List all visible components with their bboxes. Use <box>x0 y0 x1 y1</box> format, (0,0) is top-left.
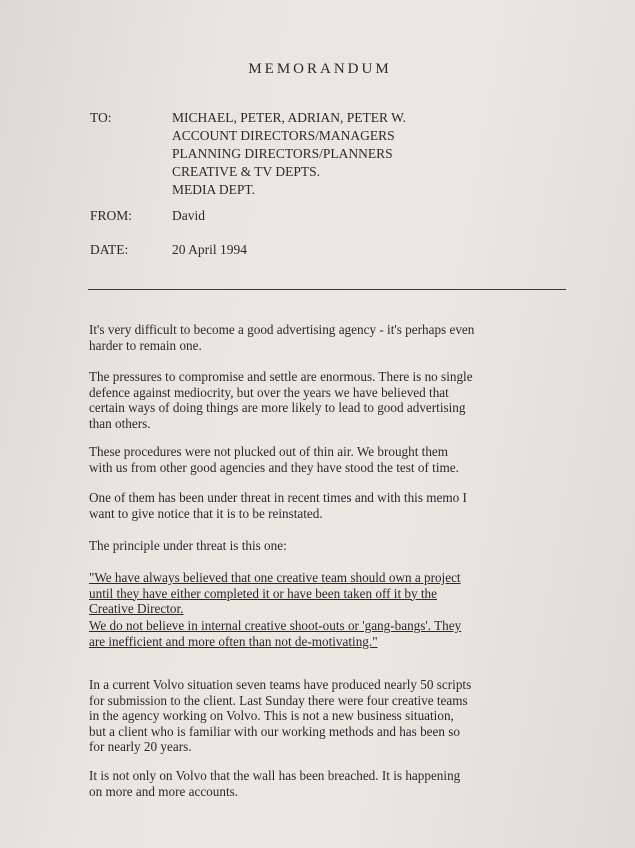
from-value: David <box>172 208 205 223</box>
text-line: with us from other good agencies and they have stood the test of time. <box>89 459 459 475</box>
body-paragraph <box>89 677 471 755</box>
to-line: ACCOUNT DIRECTORS/MANAGERS <box>172 128 395 143</box>
to-label: TO: <box>90 110 112 125</box>
body-paragraph <box>89 538 287 554</box>
text-line: want to give notice that it is to be reinstated. <box>89 505 323 521</box>
date-value: 20 April 1994 <box>172 242 248 257</box>
text-line: One of them has been under threat in recent times and with this memo I <box>89 490 467 505</box>
text-line: defence against mediocrity, but over the years we have believed that <box>89 384 449 400</box>
text-line: We do not believe in internal creative shoot-outs or 'gang-bangs'. They <box>89 618 462 633</box>
to-line: MEDIA DEPT. <box>172 182 255 197</box>
memo-title: MEMORANDUM <box>248 61 392 77</box>
text-line: Creative Director. <box>89 601 184 617</box>
divider <box>88 289 566 290</box>
text-line: harder to remain one. <box>89 337 202 353</box>
text-line: In a current Volvo situation seven teams have produced nearly 50 scripts <box>89 677 472 692</box>
quoted-principle-paragraph <box>89 618 461 649</box>
body-paragraph <box>89 768 460 799</box>
date-label: DATE: <box>90 242 129 257</box>
text-line: These procedures were not plucked out of thin air. We brought them <box>89 444 449 459</box>
text-line: It is not only on Volvo that the wall has been breached. It is happening <box>89 768 461 783</box>
body-paragraph <box>89 369 473 431</box>
text-line: for submission to the client. Last Sunday there were four creative teams <box>89 692 468 708</box>
to-recipients <box>172 109 406 199</box>
text-line: It's very difficult to become a good advertising agency - it's perhaps even <box>89 322 475 337</box>
text-line: for nearly 20 years. <box>89 739 192 755</box>
to-line: MICHAEL, PETER, ADRIAN, PETER W. <box>172 110 407 125</box>
text-line: certain ways of doing things are more likely to lead to good advertising <box>89 400 466 416</box>
quoted-principle-paragraph <box>89 570 461 617</box>
text-line: "We have always believed that one creative team should own a project <box>89 570 461 585</box>
to-line: PLANNING DIRECTORS/PLANNERS <box>172 146 393 161</box>
body-paragraph <box>89 490 467 521</box>
from-label: FROM: <box>90 208 133 223</box>
text-line: than others. <box>89 415 151 431</box>
text-line: The pressures to compromise and settle are enormous. There is no single <box>89 369 473 384</box>
text-line: The principle under threat is this one: <box>89 538 287 553</box>
text-line: until they have either completed it or have been taken off it by the <box>89 585 438 601</box>
text-line: but a client who is familiar with our working methods and has been so <box>89 723 461 739</box>
body-paragraph <box>89 444 459 475</box>
to-line: CREATIVE & TV DEPTS. <box>172 164 321 179</box>
body-paragraph <box>89 322 474 353</box>
text-line: in the agency working on Volvo. This is not a new business situation, <box>89 708 454 724</box>
text-line: are inefficient and more often than not de-motivating." <box>89 633 378 649</box>
text-line: on more and more accounts. <box>89 783 239 799</box>
